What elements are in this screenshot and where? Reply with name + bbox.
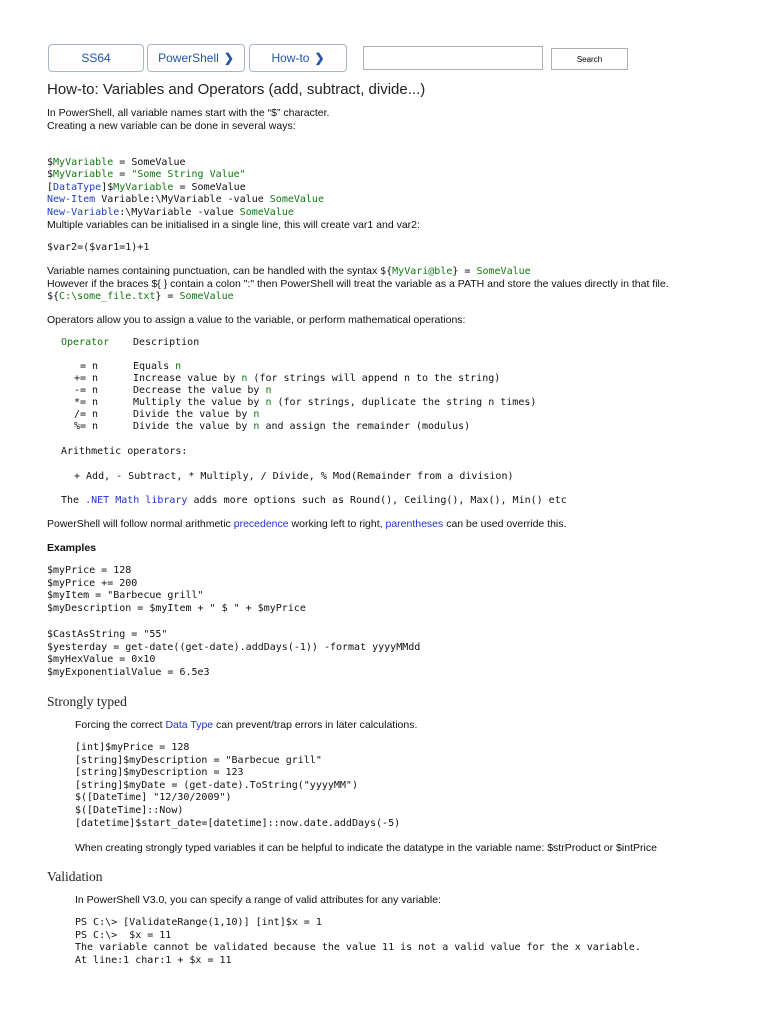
chevron-right-icon: ❯ [314,51,325,65]
operator-table-header-desc: Description [133,337,200,348]
table-row: -= n [74,385,99,396]
operators-intro: Operators allow you to assign a value to the variable, or perform mathematical operations: [47,314,466,326]
table-row-desc: Increase value by n (for strings will append n to the string) [133,373,501,384]
intro-line-1: In PowerShell, all variable names start with the “$” character. [47,107,330,119]
table-row-desc: Divide the value by n [133,409,260,420]
table-row-desc: Decrease the value by n [133,385,272,396]
strongly-typed-text: Forcing the correct Data Type can prevent/trap errors in later calculations. [75,719,418,731]
table-row: = n [74,361,99,372]
punct-line-3: ${C:\some_file.txt} = SomeValue [47,291,234,302]
search-input[interactable] [363,46,543,70]
nav-ss64-label: SS64 [81,51,111,65]
net-math-link[interactable]: .NET Math library [85,495,188,506]
code-line: $MyVariable = SomeValue [47,156,186,168]
code-line: New-Item Variable:\MyVariable -value SomeValue [47,194,324,206]
operator-table-header: Operator [61,337,110,348]
precedence-link[interactable]: precedence [233,518,289,530]
precedence-text: PowerShell will follow normal arithmetic precedence working left to right, parentheses can be used override this. [47,518,567,530]
code-line: $MyVariable = "Some String Value" [47,169,246,181]
validation-heading: Validation [47,869,103,884]
page-title: How-to: Variables and Operators (add, subtract, divide...) [47,81,426,98]
table-row-desc: Multiply the value by n (for strings, duplicate the string n times) [133,397,537,408]
punct-line-2: However if the braces ${ } contain a colon ":" then PowerShell will treat the variable as a PATH and store the values directly in that file. [47,278,669,290]
strongly-typed-heading: Strongly typed [47,694,127,709]
data-type-link[interactable]: Data Type [165,719,214,731]
nav-powershell[interactable] [147,44,245,72]
parentheses-link[interactable]: parentheses [385,518,444,530]
strongly-typed-note: When creating strongly typed variables it can be helpful to indicate the datatype in the variable name: $strProduct or $intPrice [75,842,657,854]
table-row: /= n [74,409,99,420]
examples-code-1: $myPrice = 128 $myPrice += 200 $myItem = "Barbecue grill" $myDescription = $myItem + " $ " + $myPrice [47,565,306,614]
net-math-line: The .NET Math library adds more options such as Round(), Ceiling(), Max(), Min() etc [61,495,567,506]
table-row: *= n [74,397,99,408]
arith-label: Arithmetic operators: [61,446,188,457]
code-line: New-Variable:\MyVariable -value SomeValue [47,206,294,218]
intro-line-2: Creating a new variable can be done in several ways: [47,120,296,132]
table-row: += n [74,373,99,384]
chevron-right-icon: ❯ [223,51,234,65]
examples-heading: Examples [47,542,97,554]
table-row-desc: Divide the value by n and assign the remainder (modulus) [133,421,471,432]
multi-init-code: $var2=($var1=1)+1 [47,242,150,253]
multi-init-text: Multiple variables can be initialised in a single line, this will create var1 and var2: [47,219,420,231]
nav-howto-label: How-to [271,51,310,65]
arith-list: + Add, - Subtract, * Multiply, / Divide, % Mod(Remainder from a division) [74,471,514,482]
validation-code: PS C:\> [ValidateRange(1,10)] [int]$x = 1 PS C:\> $x = 11 The variable cannot be validated because the value 11 is not a valid value for the x variable. At line:1 char:1 + $x = 11 [75,917,641,966]
code-line: [DataType]$MyVariable = SomeValue [47,181,246,193]
nav-ss64[interactable] [48,44,144,72]
punct-line-1: Variable names containing punctuation, can be handled with the syntax ${MyVari@ble} = SomeValue [47,265,531,277]
search-button[interactable]: Search [551,48,628,70]
examples-code-2: $CastAsString = "55" $yesterday = get-date((get-date).addDays(-1)) -format yyyyMMdd $myHexValue = 0x10 $myExponentialValue = 6.5e3 [47,629,421,678]
nav-howto[interactable] [249,44,347,72]
validation-text: In PowerShell V3.0, you can specify a range of valid attributes for any variable: [75,894,441,906]
table-row-desc: Equals n [133,361,182,372]
table-row: %= n [74,421,99,432]
strongly-typed-code: [int]$myPrice = 128 [string]$myDescription = "Barbecue grill" [string]$myDescription = 123 [string]$myDate = (get-date).ToString("yyyyMM") $([DateTime] "12/30/2009") $([DateTime]::Now) [datetime]$start_date=[datetime]::now.date.addDays(-5) [75,742,401,829]
nav-powershell-label: PowerShell [158,51,219,65]
